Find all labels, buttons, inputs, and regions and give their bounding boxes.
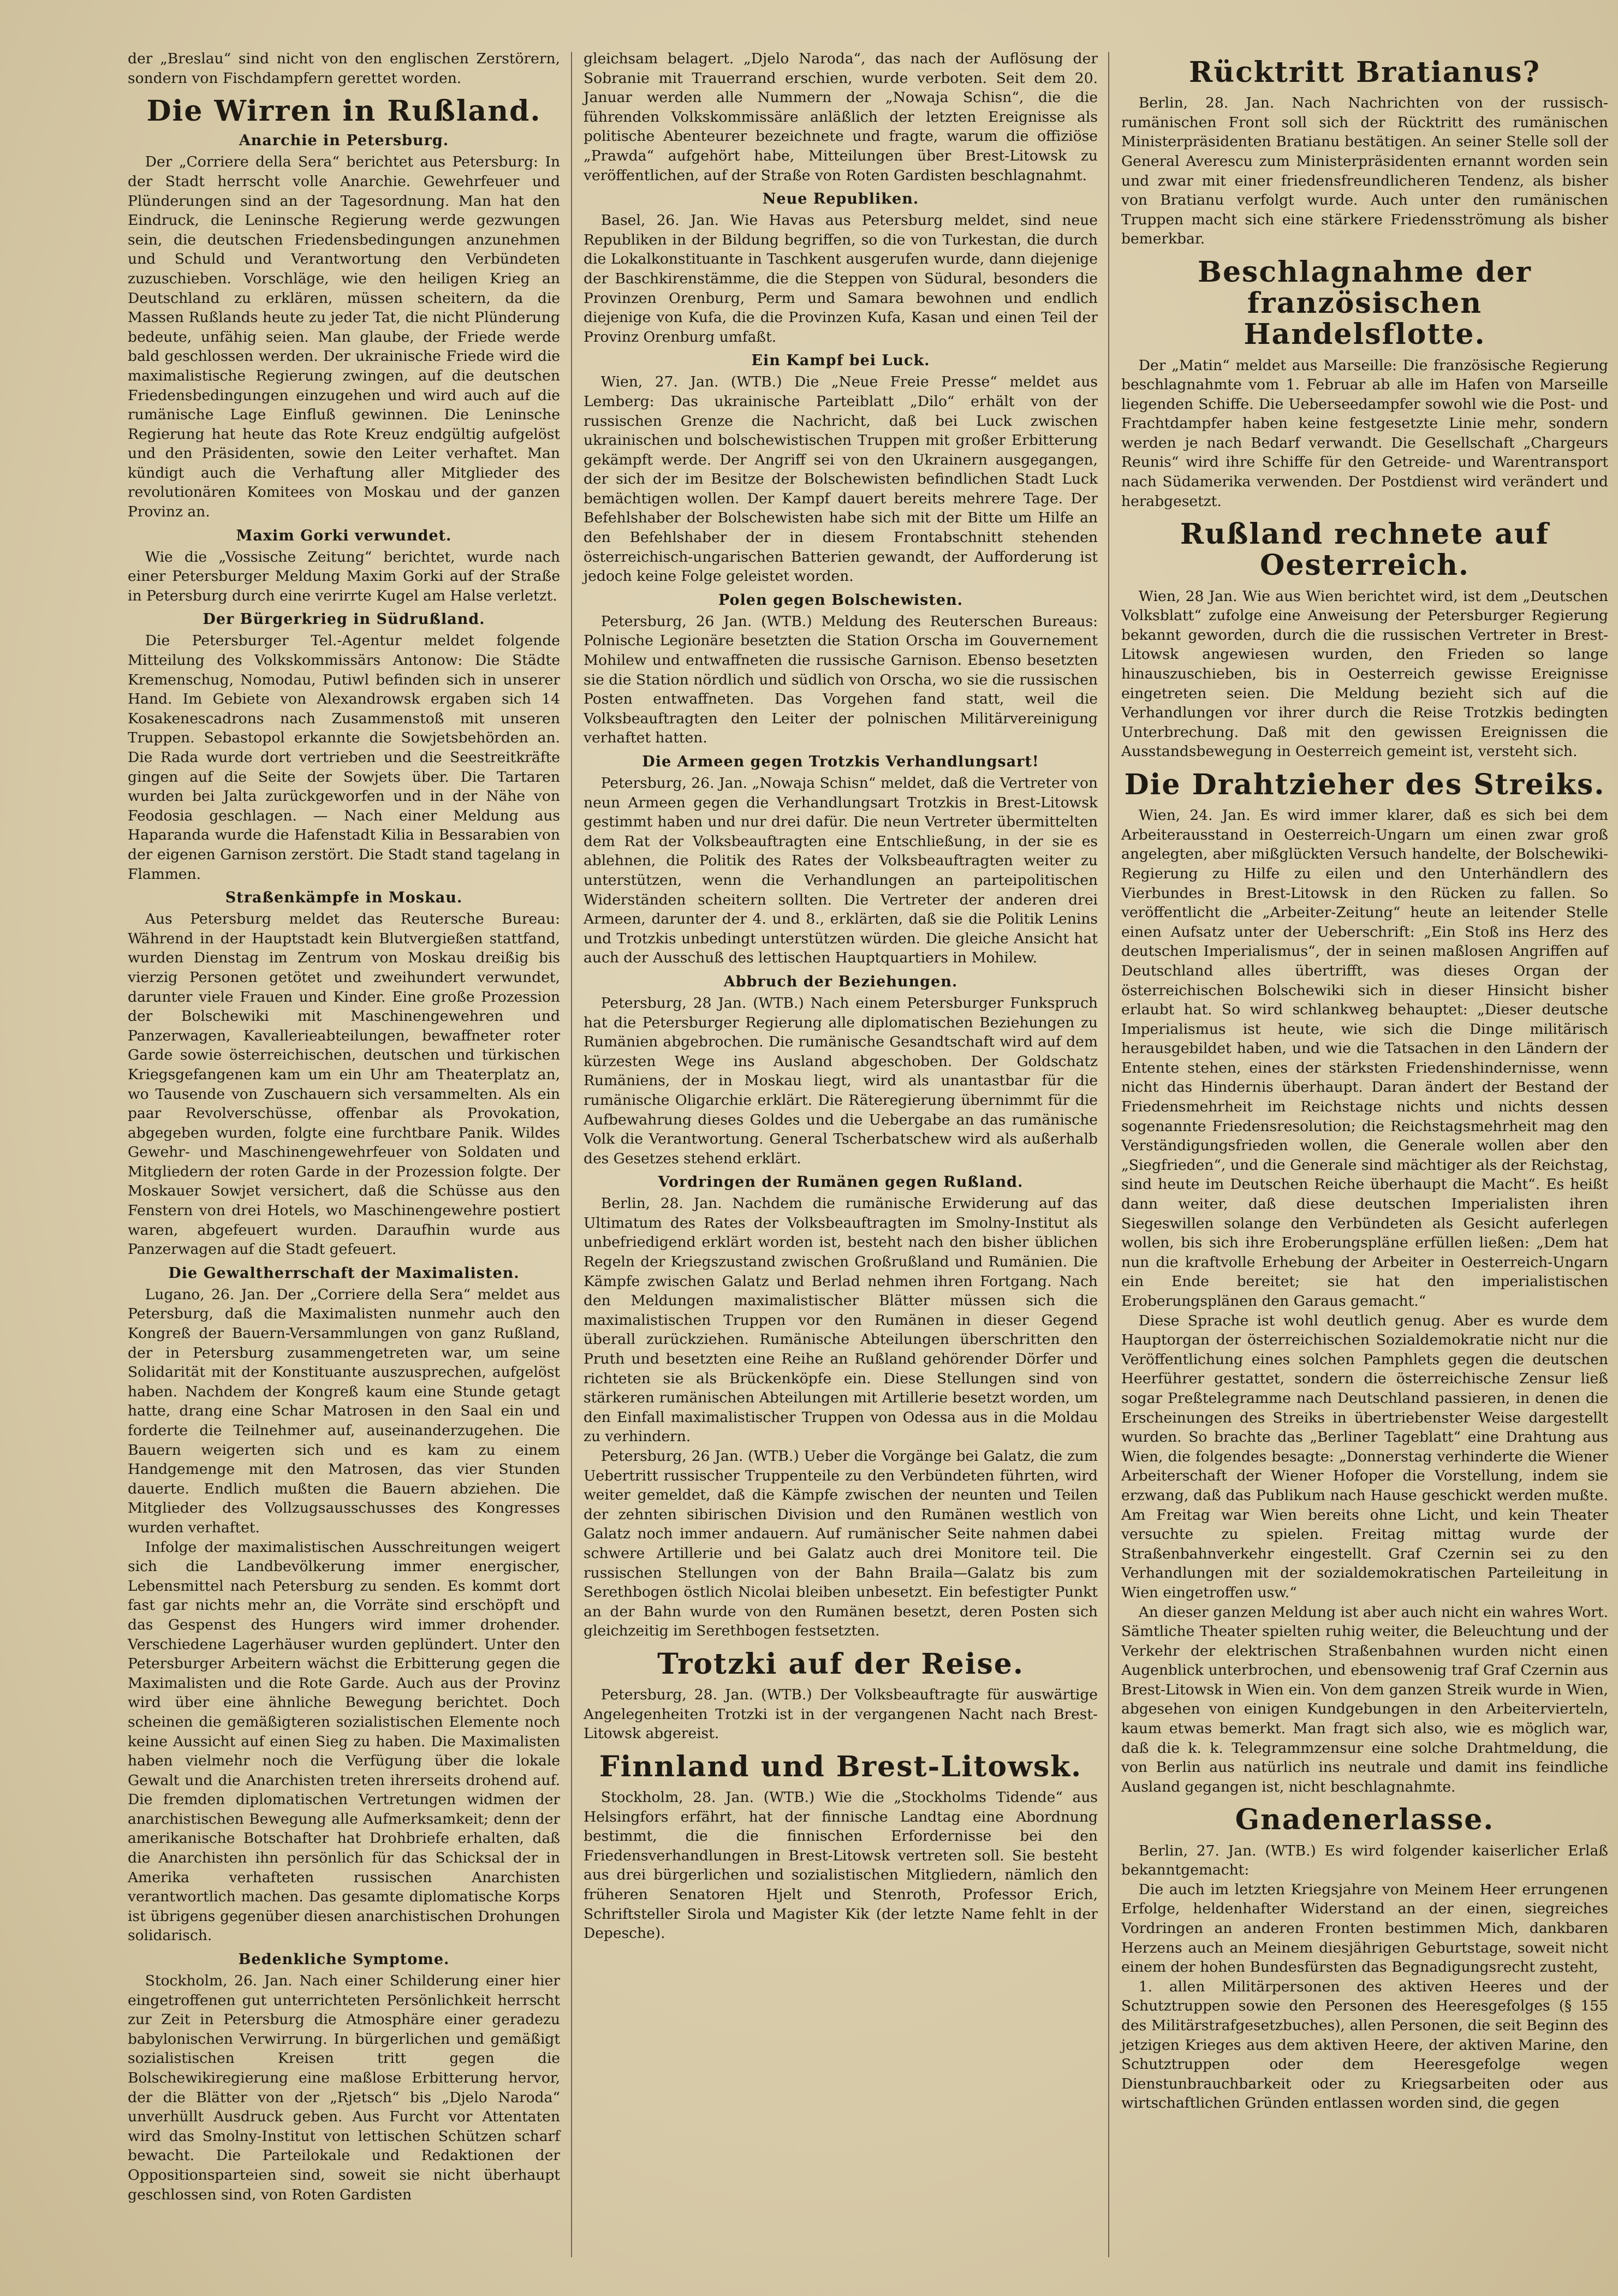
article-subheading: Die Armeen gegen Trotzkis Verhandlungsart! bbox=[642, 753, 1039, 770]
article-paragraph: Berlin, 28. Jan. Nach Nachrichten von der russisch-rumänischen Front soll sich der Rücktritt des rumänischen Ministerpräsidenten Bratianu bestätigen. An seiner Stelle soll der General Averescu zum Ministerpräsidenten ernannt worden sein und zwar mit einer friedensfreundlicheren Tendenz, als bisher von Bratianu verfolgt wurde. Auch unter den rumänischen Truppen macht sich eine stärkere Friedensströmung als bisher bemerkbar. bbox=[1121, 94, 1608, 248]
article-headline: Beschlagnahme der französischen Handelsflotte. bbox=[1198, 255, 1532, 352]
article bbox=[128, 889, 560, 1259]
article bbox=[584, 973, 1098, 1168]
column-left bbox=[120, 49, 568, 2265]
article bbox=[128, 1265, 560, 1946]
article bbox=[128, 96, 560, 521]
article-paragraph: Wie die „Vossische Zeitung“ berichtet, wurde nach einer Petersburger Meldung Maxim Gorki auf der Straße in Petersburg durch eine verirrte Kugel am Halse verletzt. bbox=[128, 548, 560, 604]
article-subheading: Straßenkämpfe in Moskau. bbox=[225, 889, 463, 907]
article-subheading: Die Gewaltherrschaft der Maximalisten. bbox=[168, 1264, 520, 1282]
article-paragraph: Lugano, 26. Jan. Der „Corriere della Sera“ meldet aus Petersburg, daß die Maximalisten nunmehr auch den Kongreß der Bauern-Versammlungen von ganz Rußland, der in Petersburg zusammengetreten war, um seine Solidarität mit der Konstituante auszusprechen, aufgelöst haben. Nachdem der Kongreß kaum eine Stunde getagt hatte, drang eine Schar Matrosen in den Saal ein und forderte die Teilnehmer auf, auseinanderzugehen. Die Bauern weigerten sich und es kam zu einem Handgemenge mit den Matrosen, das vier Stunden dauerte. Endlich mußten die Bauern abziehen. Die Mitglieder des Vollzugsausschusses des Kongresses wurden verhaftet. bbox=[128, 1286, 560, 1536]
article bbox=[584, 191, 1098, 347]
article-subheading: Ein Kampf bei Luck. bbox=[751, 352, 930, 370]
article-headline: Rußland rechnete auf Oesterreich. bbox=[1180, 518, 1550, 582]
article-paragraph: An dieser ganzen Meldung ist aber auch nicht ein wahres Wort. Sämtliche Theater spielten ruhig weiter, die Beleuchtung und der Verkehr der elektrischen Straßenbahnen wurden nicht einen Augenblick unterbrochen, und ebensowenig traf Graf Czernin aus Brest-Litowsk in Wien ein. Von dem ganzen Streik wurde in Wien, abgesehen von einigen Kundgebungen in den Arbeitervierteln, kaum etwas bemerkt. Man fragt sich also, wie es möglich war, daß die k. k. Telegrammzensur eine solche Drahtmeldung, die von Berlin aus natürlich ins neutrale und damit ins feindliche Ausland gegangen ist, nicht beschlagnahmte. bbox=[1121, 1603, 1608, 1795]
article-subheading: Vordringen der Rumänen gegen Rußland. bbox=[658, 1174, 1024, 1191]
article-paragraph: Wien, 28 Jan. Wie aus Wien berichtet wird, ist dem „Deutschen Volksblatt“ zufolge eine Anweisung der Petersburger Regierung bekannt geworden, durch die die russischen Vertreter in Brest-Litowsk angewiesen wurden, den Frieden so lange hinauszuschieben, bis in Oesterreich gewisse Ereignisse eingetreten seien. Die Meldung bezieht sich auf die Verhandlungen vor ihrer durch die Reise Trotzkis bedingten Unterbrechung. Daß mit den gewissen Ereignissen die Ausstandsbewegung in Oesterreich gemeint ist, versteht sich. bbox=[1121, 587, 1608, 760]
article-paragraph: Infolge der maximalistischen Ausschreitungen weigert sich die Landbevölkerung immer energischer, Lebensmittel nach Petersburg zu senden. Es kommt dort fast gar nichts mehr an, die Vorräte sind erschöpft und das Gespenst des Hungers wird immer drohender. Verschiedene Lagerhäuser wurden geplündert. Unter den Petersburger Arbeitern wächst die Erbitterung gegen die Maximalisten und die Rote Garde. Auch aus der Provinz wird über eine ähnliche Bewegung berichtet. Doch scheinen die gemäßigteren sozialistischen Elemente noch keine Aussicht auf einen Sieg zu haben. Die Maximalisten haben vielmehr noch die Verfügung über die lokale Gewalt und die Anarchisten treten ihrerseits drohend auf. Die fremden diplomatischen Vertretungen widmen der anarchistischen Bewegung alle Aufmerksamkeit; denn der amerikanische Botschafter hat Drohbriefe erhalten, daß die Anarchisten ihn persönlich für das Schicksal der in Amerika verhafteten russischen Anarchisten verantwortlich machen. Das gesamte diplomatische Korps ist übrigens gegenüber diesen anarchistischen Drohungen solidarisch. bbox=[128, 1538, 560, 1944]
article-paragraph: Berlin, 28. Jan. Nachdem die rumänische Erwiderung auf das Ultimatum des Rates der Volksbeauftragten im Smolny-Institut als unbefriedigend erklärt worden ist, besteht nach den bisher üblichen Regeln der Kriegszustand zwischen Großrußland und Rumänien. Die Kämpfe zwischen Galatz und Berlad nehmen ihren Fortgang. Nach den Meldungen maximalistischer Blätter müssen sich die maximalistischen Truppen vor den Rumänen in dieser Gegend überall zurückziehen. Rumänische Abteilungen überschritten den Pruth und besetzten eine Reihe an Rußland gehörender Dörfer und richteten sie als Brückenköpfe ein. Diese Stellungen sind von stärkeren rumänischen Abteilungen mit Artillerie besetzt worden, um den Einfall maximalistischer Truppen von Odessa aus in die Moldau zu verhindern. bbox=[584, 1195, 1098, 1446]
article-paragraph: Basel, 26. Jan. Wie Havas aus Petersburg meldet, sind neue Republiken in der Bildung begriffen, so die von Turkestan, die durch die Lokalkonstituante in Taschkent ausgerufen wurde, dann diejenige der Baschkirenstämme, die die Steppen von Südural, besonders die Provinzen Orenburg, Perm und Samara bewohnen und endlich diejenige von Kufa, die die Provinzen Kufa, Kasan und einen Teil der Provinz Orenburg umfaßt. bbox=[584, 212, 1098, 346]
article bbox=[1121, 57, 1608, 249]
article bbox=[584, 49, 1098, 185]
article bbox=[1121, 519, 1608, 762]
article bbox=[584, 352, 1098, 586]
article bbox=[584, 753, 1098, 968]
article-subheading: Maxim Gorki verwundet. bbox=[236, 527, 452, 544]
article-subheading: Neue Republiken. bbox=[762, 191, 919, 208]
article-paragraph: 1. allen Militärpersonen des aktiven Heeres und der Schutztruppen sowie den Personen des Heeresgefolges (§ 155 des Militärstrafgesetzbuches), allen Personen, die seit Beginn des jetzigen Krieges aus dem aktiven Heere, der aktiven Marine, den Schutztruppen oder dem Heeresgefolge wegen Dienstunbrauchbarkeit oder zu Kriegsarbeiten oder aus wirtschaftlichen Gründen entlassen worden sind, die gegen bbox=[1121, 1978, 1608, 2112]
article bbox=[1121, 1804, 1608, 2113]
article bbox=[584, 1751, 1098, 1943]
article-paragraph: Petersburg, 26 Jan. (WTB.) Ueber die Vorgänge bei Galatz, die zum Uebertritt russischer Truppenteile zu den Verbündeten führten, wird weiter gemeldet, daß die Kämpfe zwischen der neunten und Teilen der zehnten sibirischen Division und den Rumänen westlich von Galatz noch immer andauern. Auf rumänischer Seite nahmen dabei schwere Artillerie und bei Galatz auch drei Monitore teil. Die russischen Stellungen von der Bahn Braila—Galatz bis zum Serethbogen östlich Nicolai bleiben unbesetzt. Ein befestigter Punkt an der Bahn wurde von den Rumänen besetzt, deren Posten sich gleichzeitig im Serethbogen festsetzten. bbox=[584, 1448, 1098, 1640]
article bbox=[1121, 769, 1608, 1797]
article bbox=[584, 592, 1098, 748]
column-rule bbox=[571, 52, 572, 2257]
article-paragraph: Der „Corriere della Sera“ berichtet aus Petersburg: In der Stadt herrscht volle Anarchie. Gewehrfeuer und Plünderungen sind an der Tagesordnung. Man hat den Eindruck, die Leninsche Regierung werde gezwungen sein, die deutschen Friedensbedingungen anzunehmen und Schuld und Verantwortung den Verbündeten zuzuschieben. Vorschläge, wie den heiligen Krieg an Deutschland zu erklären, müssen scheitern, da die Massen Rußlands heute zu jeder Tat, die nicht Plünderung bedeute, unfähig seien. Man glaube, der Friede werde bald geschlossen werden. Der ukrainische Friede wird die maximalistische Regierung zwingen, auf die deutschen Friedensbedingungen einzugehen und wird auch auf die rumänische Lage Einfluß gewinnen. Die Leninsche Regierung hat heute das Rote Kreuz endgültig aufgelöst und den Präsidenten, sowie den Leiter verhaftet. Man kündigt auch die Verhaftung aller Mitglieder des revolutionären Komitees von Moskau und der ganzen Provinz an. bbox=[128, 153, 560, 521]
article-paragraph: Der „Matin“ meldet aus Marseille: Die französische Regierung beschlagnahmte vom 1. Februar ab alle im Hafen von Marseille liegenden Schiffe. Die Ueberseedampfer sowohl wie die Post- und Frachtdampfer haben keine festgesetzte Linie mehr, sondern werden je nach Bedarf verwandt. Die Gesellschaft „Chargeurs Reunis“ wird ihre Schiffe für den Getreide- und Warentransport nach Südamerika verwenden. Der Postdienst wird verändert und herabgesetzt. bbox=[1121, 356, 1608, 510]
article-subheading: Anarchie in Petersburg. bbox=[239, 132, 449, 150]
article-paragraph: Stockholm, 28. Jan. (WTB.) Wie die „Stockholms Tidende“ aus Helsingfors erfährt, hat der finnische Landtag eine Abordnung bestimmt, die die finnischen Erfordernisse bei den Friedensverhandlungen in Brest-Litowsk vertreten soll. Sie besteht aus drei bürgerlichen und sozialistischen Mitgliedern, nämlich den früheren Senatoren Hjelt und Stenroth, Professor Erich, Schriftsteller Sirola und Magister Kik (der letzte Name fehlt in der Depesche). bbox=[584, 1789, 1098, 1942]
article-paragraph: gleichsam belagert. „Djelo Naroda“, das nach der Auflösung der Sobranie mit Trauerrand erschien, wurde verboten. Seit dem 20. Januar werden alle Nummern der „Nowaja Schisn“, die die führenden Volkskommissäre anläßlich der letzten Ereignisse als politische Abenteurer bezeichnete und fragte, warum die offiziöse „Prawda“ aufgehört habe, Mitteilungen über Brest-Litowsk zu veröffentlichen, auf der Straße von Roten Gardisten beschlagnahmt. bbox=[584, 50, 1098, 184]
article-subheading: Bedenkliche Symptome. bbox=[238, 1951, 450, 1968]
article-paragraph: Petersburg, 28. Jan. (WTB.) Der Volksbeauftragte für auswärtige Angelegenheiten Trotzki ist in der vergangenen Nacht nach Brest-Litowsk abgereist. bbox=[584, 1686, 1098, 1742]
article-paragraph: Petersburg, 28 Jan. (WTB.) Nach einem Petersburger Funkspruch hat die Petersburger Regierung alle diplomatischen Beziehungen zu Rumänien abgebrochen. Die rumänische Gesandtschaft wird auf dem kürzesten Wege ins Ausland abgeschoben. Der Goldschatz Rumäniens, der in Moskau liegt, wird als unantastbar für die rumänische Oligarchie erklärt. Die Räteregierung übernimmt für die Aufbewahrung dieses Goldes und die Uebergabe an das rumänische Volk die Verantwortung. General Tscherbatschew wird als außerhalb des Gesetzes stehend erklärt. bbox=[584, 994, 1098, 1167]
column-right bbox=[1114, 49, 1616, 2265]
article-paragraph: Wien, 27. Jan. (WTB.) Die „Neue Freie Presse“ meldet aus Lemberg: Das ukrainische Parteiblatt „Dilo“ erhält von der russischen Grenze die Nachricht, daß bei Luck zwischen ukrainischen und bolschewistischen Truppen mit großer Erbitterung gekämpft werde. Der Angriff sei von den Ukrainern ausgegangen, der sich der im Besitze der Bolschewisten befindlichen Stadt Luck bemächtigen wollen. Der Kampf dauert bereits mehrere Tage. Der Befehlshaber der Bolschewisten habe sich mit der Bitte um Hilfe an den Befehlshaber der in diesem Frontabschnitt stehenden österreichisch-ungarischen Batterien gewandt, der Aufforderung ist jedoch keine Folge geleistet worden. bbox=[584, 373, 1098, 585]
article bbox=[1121, 257, 1608, 511]
article-paragraph: Diese Sprache ist wohl deutlich genug. Aber es wurde dem Hauptorgan der österreichischen Sozialdemokratie nicht nur die Veröffentlichung eines solchen Pamphlets gegen die deutschen Heerführer gestattet, sondern die österreichische Zensur ließ sogar Preßtelegramme nach Deutschland passieren, in denen die Erscheinungen des Streiks in übertriebenster Weise dargestellt wurden. So brachte das „Berliner Tageblatt“ eine Drahtung aus Wien, die folgendes besagte: „Donnerstag verhinderte die Wiener Arbeiterschaft der Wiener Hofoper die Vorstellung, indem sie erzwang, daß das Publikum nach Hause geschickt werden mußte. Am Freitag war Wien bereits ohne Licht, und kein Theater versuchte zu spielen. Freitag mittag wurde der Straßenbahnverkehr eingestellt. Graf Czernin sei zu den Verhandlungen mit der sozialdemokratischen Parteileitung in Wien eingetroffen usw.“ bbox=[1121, 1312, 1608, 1601]
article-subheading: Polen gegen Bolschewisten. bbox=[718, 591, 963, 609]
article bbox=[128, 49, 560, 88]
article-subheading: Abbruch der Beziehungen. bbox=[723, 973, 958, 990]
article-paragraph: der „Breslau“ sind nicht von den englischen Zerstörern, sondern von Fischdampfern gerettet worden. bbox=[128, 50, 560, 87]
article-paragraph: Berlin, 27. Jan. (WTB.) Es wird folgender kaiserlicher Erlaß bekanntgemacht: bbox=[1121, 1842, 1608, 1879]
article-paragraph: Petersburg, 26. Jan. „Nowaja Schisn“ meldet, daß die Vertreter von neun Armeen gegen die Verhandlungsart Trotzkis in Brest-Litowsk gestimmt haben und nur drei dafür. Die neun Vertreter übermittelten dem Rat der Volksbeauftragten eine Entschließung, in der sie es ablehnen, die Politik des Rates der Volksbeauftragten weiter zu unterstützen, wenn die Verhandlungen an parteipolitischen Widerständen scheitern sollten. Die Vertreter der anderen drei Armeen, darunter der 4. und 8., erklärten, daß sie die Politik Lenins und Trotzkis unbedingt unterstützen würden. Die gleiche Ansicht hat auch der Ausschuß des lettischen Hauptquartiers in Mohilew. bbox=[584, 775, 1098, 967]
article-paragraph: Aus Petersburg meldet das Reutersche Bureau: Während in der Hauptstadt kein Blutvergießen stattfand, wurden Dienstag im Zentrum von Moskau dreißig bis vierzig Personen getötet und zweihundert verwundet, darunter viele Frauen und Kinder. Eine große Prozession der Bolschewiki mit Maschinengewehren und Panzerwagen, Kavallerieabteilungen, bewaffneter roter Garde sowie österreichischen, deutschen und türkischen Kriegsgefangenen kam um ein Uhr am Theaterplatz an, wo Tausende von Zuschauern sich versammelten. Als ein paar Revolverschüsse, offenbar als Provokation, abgegeben wurden, folgte eine furchtbare Panik. Wildes Gewehr- und Maschinengewehrfeuer von Soldaten und Mitgliedern der roten Garde in der Prozession folgte. Der Moskauer Sowjet versichert, daß die Schüsse aus den Fenstern von drei Hotels, wo Maschinengewehre postiert waren, abgefeuert wurden. Daraufhin wurde aus Panzerwagen auf die Stadt gefeuert. bbox=[128, 911, 560, 1258]
column-middle bbox=[576, 49, 1105, 2265]
article-headline: Die Wirren in Rußland. bbox=[146, 94, 542, 128]
article bbox=[584, 1174, 1098, 1641]
article-paragraph: Die auch im letzten Kriegsjahre von Meinem Heer errungenen Erfolge, heldenhafter Widerstand an der einen, siegreiches Vordringen an anderen Fronten bestimmen Mich, dankbaren Herzens auch an Meinem diesjährigen Geburtstage, soweit nicht einem der hohen Bundesfürsten das Begnadigungsrecht zusteht, bbox=[1121, 1881, 1608, 1976]
article bbox=[128, 527, 560, 606]
column-rule bbox=[1108, 52, 1109, 2257]
article-paragraph: Die Petersburger Tel.-Agentur meldet folgende Mitteilung des Volkskommissärs Antonow: Die Städte Kremenschug, Nomodau, Putiwl befinden sich in unserer Hand. Im Gebiete von Alexandrowsk ergaben sich 14 Kosakenescadrons nach Zusammenstoß mit unseren Truppen. Sebastopol erkannte die Sowjetsbehörden an. Die Rada wurde dort vertrieben und die Seestreitkräfte gingen auf die Seite der Sowjets über. Die Tartaren wurden bei Jalta zurückgeworfen und in der Nähe von Feodosia geschlagen. — Nach einer Meldung aus Haparanda wurde die Hafenstadt Kilia in Bessarabien von der eigenen Garnison zerstört. Die Stadt stand tagelang in Flammen. bbox=[128, 632, 560, 883]
article-paragraph: Stockholm, 26. Jan. Nach einer Schilderung einer hier eingetroffenen gut unterrichteten Persönlichkeit herrscht zur Zeit in Petersburg die Atmosphäre einer geradezu babylonischen Verwirrung. In bürgerlichen und gemäßigt sozialistischen Kreisen tritt gegen die Bolschewikiregierung eine maßlose Erbitterung hervor, der die Blätter von der „Rjetsch“ bis „Djelo Naroda“ unverhüllt Ausdruck geben. Aus Furcht vor Attentaten wird das Smolny-Institut von lettischen Schützen scharf bewacht. Die Parteilokale und Redaktionen der Oppositionsparteien sind, soweit sie nicht überhaupt geschlossen sind, von Roten Gardisten bbox=[128, 1972, 560, 2203]
article-headline: Trotzki auf der Reise. bbox=[657, 1647, 1024, 1681]
article-headline: Finnland und Brest-Litowsk. bbox=[599, 1750, 1082, 1783]
article-headline: Rücktritt Bratianus? bbox=[1189, 56, 1540, 89]
article bbox=[584, 1649, 1098, 1744]
article-headline: Gnadenerlasse. bbox=[1235, 1803, 1495, 1837]
article-paragraph: Petersburg, 26 Jan. (WTB.) Meldung des Reuterschen Bureaus: Polnische Legionäre besetzten die Station Orscha im Gouvernement Mohilew und entwaffneten die russische Garnison. Ebenso besetzten sie die Station nördlich und südlich von Orscha, wo sie die russischen Posten entwaffneten. Das Vorgehen fand statt, weil die Volksbeauftragten den Leiter der polnischen Militärvereinigung verhaftet hatten. bbox=[584, 612, 1098, 747]
article bbox=[128, 611, 560, 884]
article bbox=[128, 1951, 560, 2204]
article-subheading: Der Bürgerkrieg in Südrußland. bbox=[203, 611, 485, 628]
article-headline: Die Drahtzieher des Streiks. bbox=[1124, 768, 1605, 801]
article-paragraph: Wien, 24. Jan. Es wird immer klarer, daß es sich bei dem Arbeiterausstand in Oesterreich-Ungarn um einen zwar groß angelegten, aber mißglückten Versuch handelte, der Bolschewiki-Regierung zu Hilfe zu eilen und den Unterhändlern des Vierbundes in Brest-Litowsk in den Rücken zu fallen. So veröffentlicht die „Arbeiter-Zeitung“ heute an leitender Stelle einen Aufsatz unter der Ueberschrift: „Ein Stoß ins Herz des deutschen Imperialismus“, der in seinen maßlosen Angriffen auf Deutschland alles übertrifft, was dieses Organ der österreichischen Bolschewiki sich in dieser Hinsicht bisher erlaubt hat. So wird schlankweg behauptet: „Dieser deutsche Imperialismus ist heute, wie sich die Dinge militärisch herausgebildet haben, und wie die Tatsachen in den Ländern der Entente stehen, eines der stärksten Friedenshindernisse, wenn nicht das Hindernis überhaupt. Daran ändert der Bestand der Friedensmehrheit im Reichstage nichts und nichts dessen sogenannte Friedensresolution; die Reichstagsmehrheit mag den Verständigungsfrieden wollen, die Generale wollen aber den „Siegfrieden“, und die Generale sind mächtiger als der Reichstag, sind heute im Deutschen Reiche überhaupt die Macht“. Es heißt dann weiter, daß diese deutschen Imperialisten ihren Siegeswillen solange den Verbündeten als Gesicht auferlegen wollen, bis sich ihre Eroberungspläne erfüllen ließen: „Dem hat nun die kraftvolle Erhebung der Arbeiter in Oesterreich-Ungarn ein Ende bereitet; sie hat den imperialistischen Eroberungsplänen den Garaus gemacht.“ bbox=[1121, 807, 1608, 1310]
